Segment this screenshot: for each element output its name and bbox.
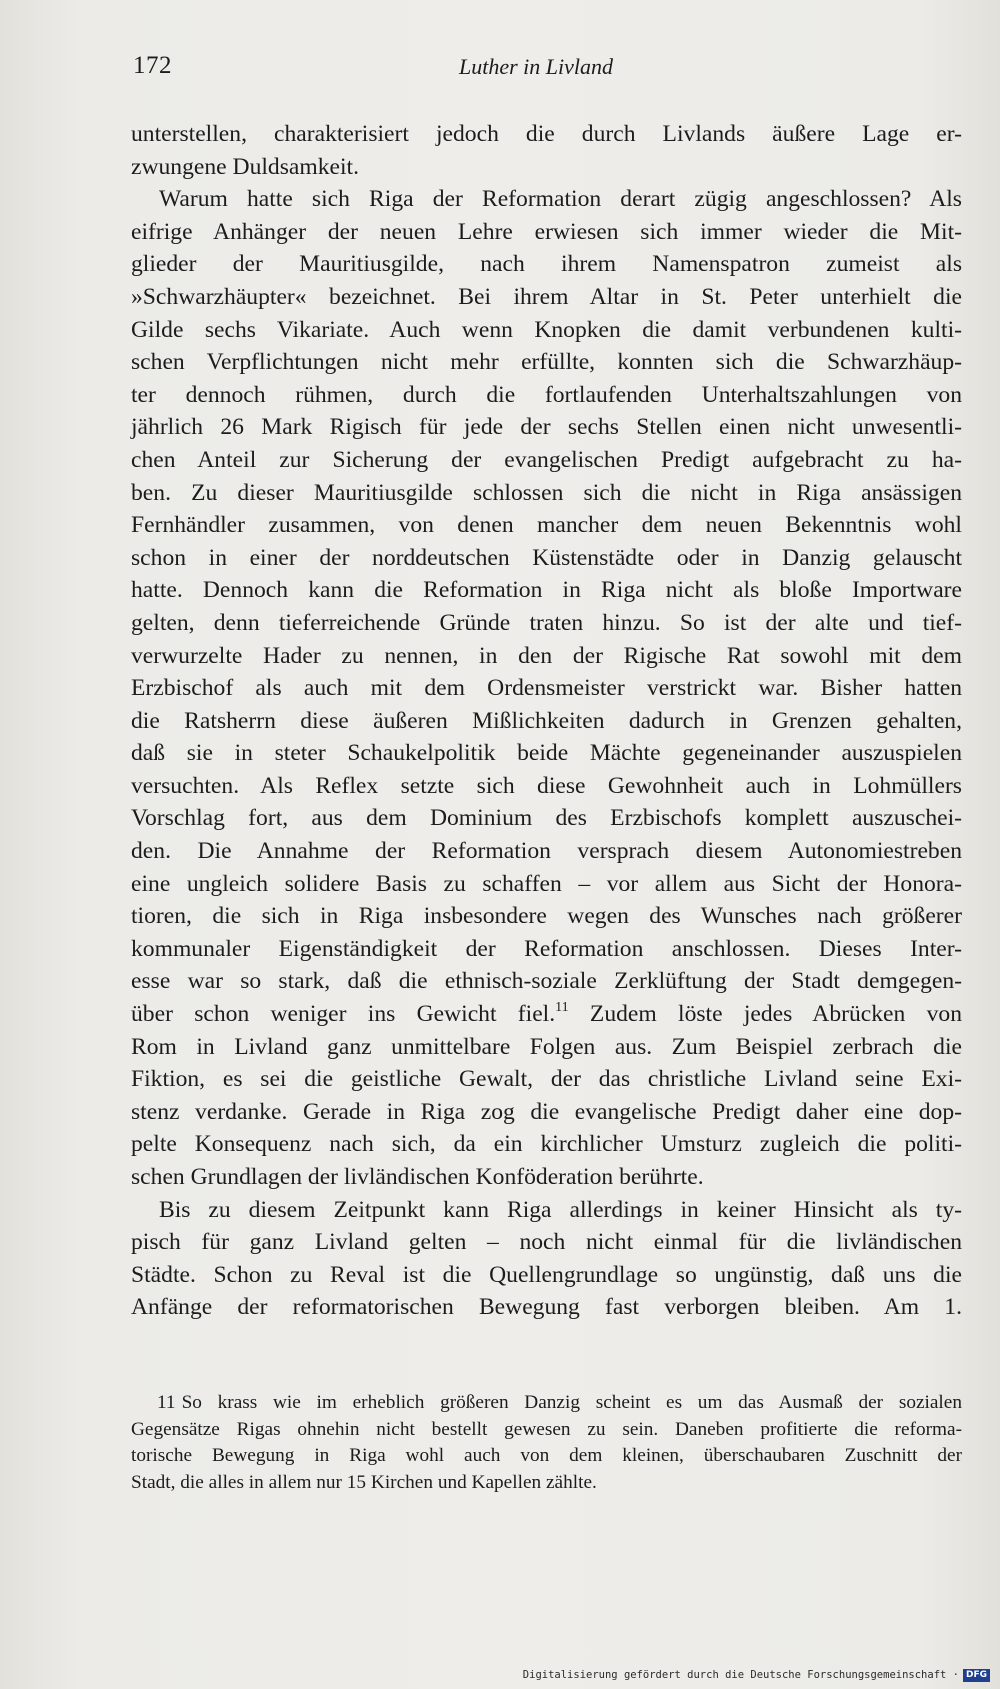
- text-line: tioren, die sich in Riga insbesondere wegen des Wunsches nach größerer: [131, 903, 962, 930]
- text-line: ter dennoch rühmen, durch die fortlaufenden Unterhaltszahlungen von: [131, 381, 962, 408]
- text-line: Gilde sechs Vikariate. Auch wenn Knopken die damit verbundenen kulti-: [131, 316, 962, 343]
- footnote-number: 11: [157, 1392, 176, 1413]
- text-line: versuchten. Als Reflex setzte sich diese Gewohnheit auch in Lohmüllers: [131, 772, 962, 799]
- text-line: hatte. Dennoch kann die Reformation in Riga nicht als bloße Importware: [131, 577, 962, 604]
- text-line: schon in einer der norddeutschen Küstenstädte oder in Danzig gelauscht: [131, 544, 962, 571]
- text-line: pelte Konsequenz nach sich, da ein kirchlicher Umsturz zugleich die politi-: [131, 1131, 962, 1158]
- text-line: schen Verpflichtungen nicht mehr erfüllte, konnten sich die Schwarzhäup-: [131, 349, 962, 376]
- text-line: glieder der Mauritiusgilde, nach ihrem Namenspatron zumeist als: [131, 251, 962, 278]
- text-line: jährlich 26 Mark Rigisch für jede der sechs Stellen einen nicht unwesentli-: [131, 414, 962, 441]
- text-line: Anfänge der reformatorischen Bewegung fast verborgen bleiben. Am 1.: [131, 1294, 962, 1321]
- text-line: stenz verdanke. Gerade in Riga zog die evangelische Predigt daher eine dop-: [131, 1098, 962, 1125]
- text-line-with-footnote: [131, 998, 962, 1031]
- digitization-watermark: [523, 1667, 990, 1683]
- text-line: den. Die Annahme der Reformation versprach diesem Autonomiestreben: [131, 838, 962, 865]
- text-line: unterstellen, charakterisiert jedoch die durch Livlands äußere Lage er-: [131, 121, 962, 147]
- text-line: kommunaler Eigenständigkeit der Reformation anschlossen. Dieses Inter-: [131, 935, 962, 962]
- text-line: gelten, denn tieferreichende Gründe traten hinzu. So ist der alte und tief-: [131, 609, 962, 636]
- dfg-logo-icon: DFG: [963, 1669, 990, 1682]
- text-line: ben. Zu dieser Mauritiusgilde schlossen sich die nicht in Riga ansässigen: [131, 479, 962, 506]
- watermark-text: Digitalisierung gefördert durch die Deutsche Forschungsgemeinschaft ·: [522, 1669, 959, 1681]
- footnote-reference: 11: [555, 1000, 569, 1016]
- text-line: daß sie in steter Schaukelpolitik beide Mächte gegeneinander auszuspielen: [131, 740, 962, 767]
- footnote-line: Gegensätze Rigas ohnehin nicht bestellt gewesen zu sein. Daneben profitierte die reforma-: [131, 1418, 962, 1440]
- text-line: Fernhändler zusammen, von denen mancher dem neuen Bekenntnis wohl: [131, 512, 962, 539]
- text-line: die Ratsherrn diese äußeren Mißlichkeiten dadurch in Grenzen gehalten,: [131, 707, 962, 734]
- text-line: chen Anteil zur Sicherung der evangelischen Predigt aufgebracht zu ha-: [131, 446, 962, 473]
- text-line: zwungene Duldsamkeit.: [131, 153, 360, 180]
- text-line: esse war so stark, daß die ethnisch-soziale Zerklüftung der Stadt demgegen-: [131, 968, 962, 995]
- text-line: Erzbischof als auch mit dem Ordensmeister verstrickt war. Bisher hatten: [131, 675, 962, 702]
- text-line: Rom in Livland ganz unmittelbare Folgen aus. Zum Beispiel zerbrach die: [131, 1033, 962, 1060]
- text-line: pisch für ganz Livland gelten – noch nicht einmal für die livländischen: [131, 1229, 962, 1256]
- text-line: Warum hatte sich Riga der Reformation derart zügig angeschlossen? Als: [159, 186, 962, 213]
- text-line: Städte. Schon zu Reval ist die Quellengrundlage so ungünstig, daß uns die: [131, 1261, 962, 1288]
- footnote-line: [131, 1390, 962, 1417]
- footnotes: [131, 1390, 962, 1496]
- running-head: Luther in Livland: [459, 54, 614, 79]
- page-header: [133, 52, 633, 86]
- text-line: verwurzelte Hader zu nennen, in den der Rigische Rat sowohl mit dem: [131, 642, 962, 669]
- text-segment: über schon weniger ins Gewicht fiel.: [131, 1001, 556, 1028]
- footnote-text: So krass wie im erheblich größeren Danzig scheint es um das Ausmaß der sozialen: [181, 1392, 962, 1413]
- text-line: »Schwarzhäupter« bezeichnet. Bei ihrem Altar in St. Peter unterhielt die: [131, 283, 962, 310]
- text-line: schen Grundlagen der livländischen Konföderation berührte.: [131, 1164, 704, 1190]
- page-number: 172: [133, 52, 172, 79]
- text-segment: Zudem löste jedes Abrücken von: [568, 1001, 962, 1028]
- text-line: eine ungleich solidere Basis zu schaffen – vor allem aus Sicht der Honora-: [131, 870, 962, 897]
- text-line: Vorschlag fort, aus dem Dominium des Erzbischofs komplett auszuschei-: [131, 805, 962, 832]
- text-line: Bis zu diesem Zeitpunkt kann Riga allerdings in keiner Hinsicht als ty-: [159, 1196, 962, 1223]
- footnote-line: Stadt, die alles in allem nur 15 Kirchen und Kapellen zählte.: [131, 1471, 597, 1493]
- footnote-line: torische Bewegung in Riga wohl auch von dem kleinen, überschaubaren Zuschnitt der: [131, 1445, 962, 1466]
- body-text: [131, 118, 962, 1324]
- text-line: Fiktion, es sei die geistliche Gewalt, der das christliche Livland seine Exi-: [131, 1066, 962, 1093]
- text-line: eifrige Anhänger der neuen Lehre erwiesen sich immer wieder die Mit-: [131, 218, 962, 245]
